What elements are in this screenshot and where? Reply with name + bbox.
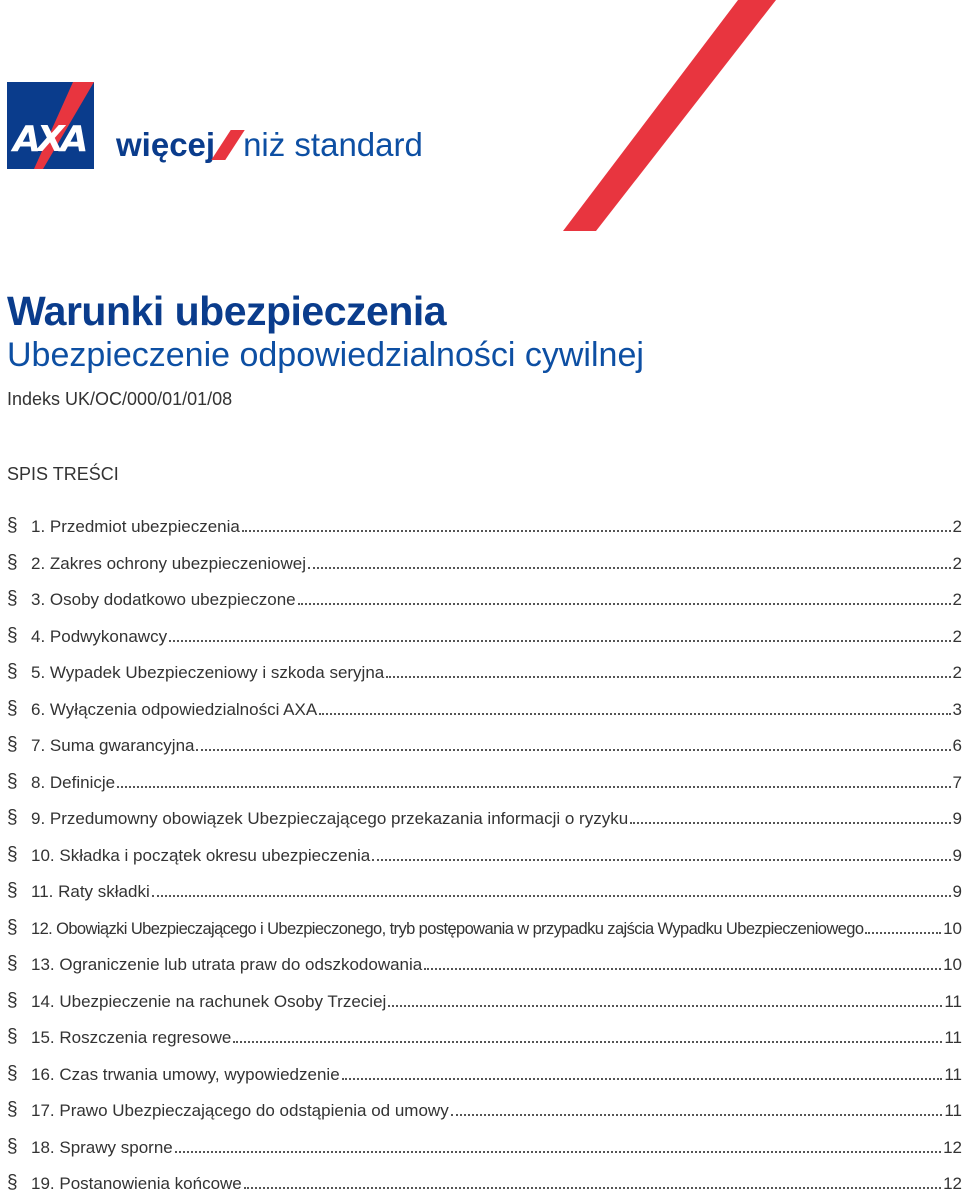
toc-item-label: 18. Sprawy sporne [31, 1137, 173, 1157]
section-sign: § [7, 697, 18, 719]
section-sign: § [7, 588, 18, 609]
toc-item[interactable] [7, 580, 962, 610]
toc-item-label: 8. Definicje [31, 772, 116, 792]
toc-item-label: 5. Wypadek Ubezpieczeniowy i szkoda seryjna [31, 663, 385, 682]
dot-leader [196, 748, 950, 751]
toc-item[interactable] [7, 617, 962, 647]
dot-leader [630, 821, 950, 824]
dot-leader [342, 1077, 943, 1080]
toc-item[interactable] [7, 507, 962, 537]
slogan-bold: więcej [116, 126, 216, 163]
document-subtitle: Ubezpieczenie odpowiedzialności cywilnej [7, 336, 644, 374]
dot-leader [169, 639, 950, 642]
toc-item-label: 11. Raty składki [31, 882, 150, 901]
toc-item[interactable] [7, 653, 962, 683]
section-sign: § [7, 551, 18, 573]
toc-item-label: 4. Podwykonawcy [31, 626, 168, 646]
toc-item[interactable] [7, 1018, 962, 1048]
toc-item-label: 13. Ograniczenie lub utrata praw do odszkodowania [31, 955, 423, 974]
section-sign: § [7, 1026, 18, 1047]
toc-item[interactable] [7, 1164, 962, 1194]
toc-item-page: 9 [952, 882, 962, 901]
toc-item-page: 2 [952, 590, 962, 609]
toc-item-page: 2 [952, 553, 962, 573]
toc-item-page: 11 [944, 991, 962, 1011]
dot-leader [308, 566, 951, 569]
section-sign: § [7, 843, 18, 865]
toc-item-page: 12 [943, 1137, 962, 1157]
dot-leader [298, 602, 951, 605]
toc-item-page: 2 [952, 663, 962, 682]
toc-item-label: 12. Obowiązki Ubezpieczającego i Ubezpieczonego, tryb postępowania w przypadku zajścia Wypadku Ubezpieczeniowego [31, 919, 864, 938]
section-sign: § [7, 807, 18, 828]
section-sign: § [7, 1062, 18, 1084]
toc-item-label: 3. Osoby dodatkowo ubezpieczone [31, 590, 296, 609]
toc-item-page: 9 [952, 809, 962, 828]
toc-item-page: 2 [952, 517, 962, 536]
dot-leader [244, 1186, 941, 1189]
toc-item-page: 10 [943, 955, 962, 974]
dot-leader [117, 785, 950, 788]
section-sign: § [7, 989, 18, 1011]
section-sign: § [7, 734, 18, 755]
axa-logo [7, 82, 94, 169]
toc-item[interactable] [7, 982, 962, 1012]
slogan-slash [211, 130, 244, 160]
toc-item-label: 15. Roszczenia regresowe [31, 1028, 232, 1047]
toc-item-label: 7. Suma gwarancyjna [31, 736, 195, 755]
document-title: Warunki ubezpieczenia [7, 288, 447, 334]
slogan-regular: niż standard [243, 126, 423, 163]
section-sign: § [7, 1172, 18, 1193]
dot-leader [451, 1113, 943, 1116]
toc-item-label: 14. Ubezpieczenie na rachunek Osoby Trzeciej [31, 991, 387, 1011]
toc-item-page: 11 [944, 1101, 962, 1120]
toc-item[interactable] [7, 799, 962, 829]
toc-item[interactable] [7, 1091, 962, 1121]
section-sign: § [7, 1135, 18, 1157]
toc-item-page: 7 [952, 772, 962, 792]
toc-item-label: 10. Składka i początek okresu ubezpieczenia [31, 845, 371, 865]
toc-item[interactable] [7, 690, 962, 720]
toc-item-label: 1. Przedmiot ubezpieczenia [31, 517, 240, 536]
section-sign: § [7, 661, 18, 682]
toc-heading: SPIS TREŚCI [7, 464, 119, 484]
toc-item-label: 6. Wyłączenia odpowiedzialności AXA [31, 699, 318, 719]
toc-item[interactable] [7, 726, 962, 756]
toc-item[interactable] [7, 836, 962, 866]
document-index: Indeks UK/OC/000/01/01/08 [7, 389, 233, 409]
toc-item-label: 9. Przedumowny obowiązek Ubezpieczającego przekazania informacji o ryzyku [31, 809, 629, 828]
dot-leader [388, 1004, 942, 1007]
toc-item-page: 11 [944, 1064, 962, 1084]
toc-item[interactable] [7, 945, 962, 975]
dot-leader [319, 712, 950, 715]
section-sign: § [7, 624, 18, 646]
toc-item-label: 2. Zakres ochrony ubezpieczeniowej [31, 553, 306, 573]
dot-leader [386, 675, 950, 678]
toc-item[interactable] [7, 872, 962, 902]
section-sign: § [7, 953, 18, 974]
toc-item-page: 11 [944, 1028, 962, 1047]
section-sign: § [7, 916, 18, 938]
toc-item-page: 9 [952, 845, 962, 865]
dot-leader [242, 529, 951, 532]
toc-item-page: 12 [943, 1174, 962, 1193]
section-sign: § [7, 880, 18, 901]
dot-leader [175, 1150, 941, 1153]
toc-item-page: 6 [952, 736, 962, 755]
red-diagonal-stripe [0, 0, 960, 240]
toc-item-page: 3 [952, 699, 962, 719]
dot-leader [865, 931, 941, 934]
dot-leader [152, 894, 951, 897]
brand-slogan [116, 128, 423, 161]
toc-item-label: 16. Czas trwania umowy, wypowiedzenie [31, 1064, 340, 1084]
section-sign: § [7, 515, 18, 536]
toc-item[interactable] [7, 1128, 962, 1158]
toc-item-label: 17. Prawo Ubezpieczającego do odstąpienia od umowy [31, 1101, 449, 1120]
toc-item[interactable] [7, 763, 962, 793]
toc-item-label: 19. Postanowienia końcowe [31, 1174, 242, 1193]
toc-item[interactable] [7, 544, 962, 574]
dot-leader [372, 858, 950, 861]
dot-leader [233, 1040, 942, 1043]
toc-item-page: 10 [943, 918, 962, 938]
section-sign: § [7, 1099, 18, 1120]
axa-logo-text: AXA [13, 119, 85, 160]
toc-item[interactable] [7, 909, 962, 939]
section-sign: § [7, 770, 18, 792]
dot-leader [424, 967, 941, 970]
toc-item[interactable] [7, 1055, 962, 1085]
toc-item-page: 2 [952, 626, 962, 646]
